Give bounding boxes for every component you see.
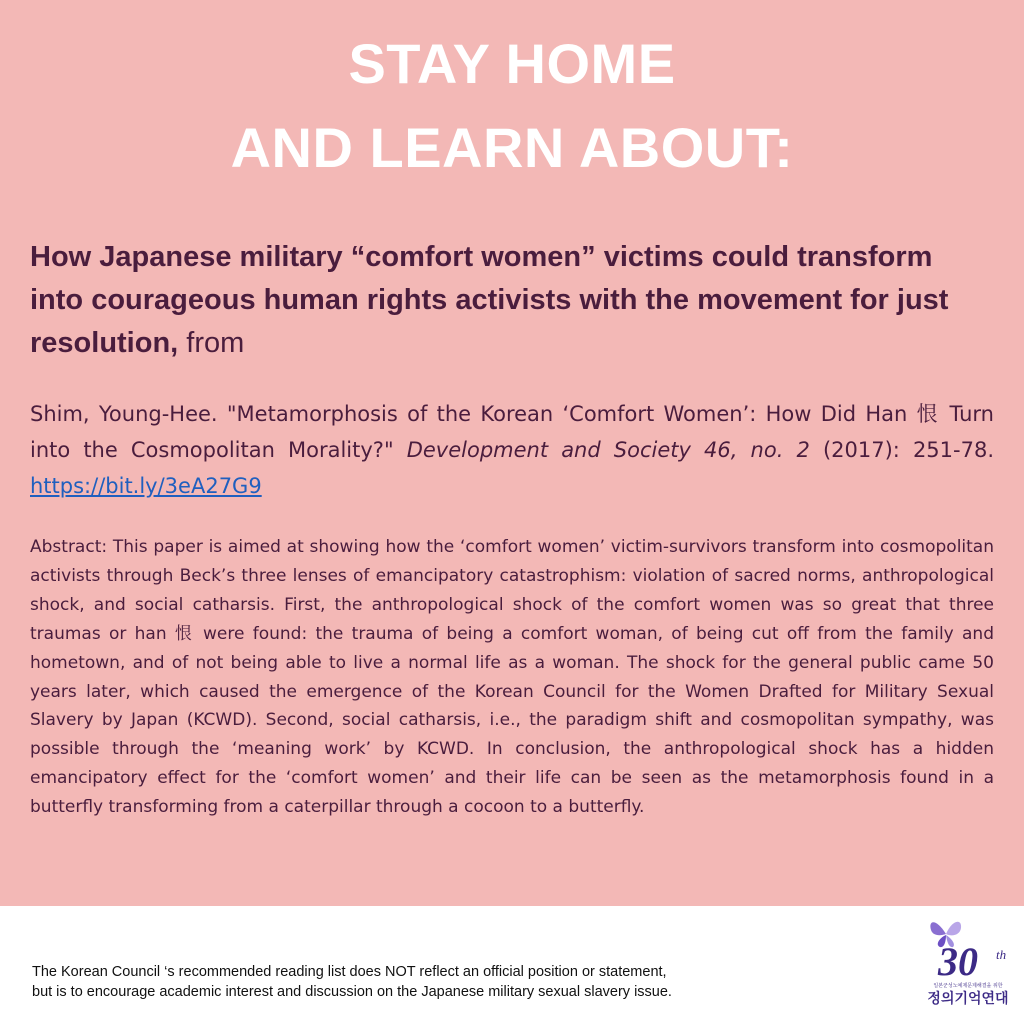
logo-number-suffix: th [996, 947, 1007, 962]
headline-line-2: AND LEARN ABOUT: [230, 116, 794, 179]
citation-authors-title: Shim, Young-Hee. "Metamorphosis of the Korean ‘Comfort Women’: How Did Han 恨 Turn into the Cosmopolitan Morality?" [30, 402, 994, 462]
topic-title [30, 236, 990, 365]
topic-title-suffix: from [178, 327, 245, 359]
logo-org-name: 정의기억연대 [927, 991, 1009, 1007]
anniversary-logo [918, 912, 1018, 1018]
citation-year-pages: (2017): 251-78. [809, 438, 995, 462]
logo-number: 30 [938, 939, 978, 984]
citation [30, 396, 994, 504]
headline-line-1: STAY HOME [348, 32, 676, 95]
disclaimer-line-2: but is to encourage academic interest and discussion on the Japanese military sexual slavery issue. [32, 984, 672, 1000]
citation-link[interactable]: https://bit.ly/3eA27G9 [30, 474, 262, 498]
disclaimer-line-1: The Korean Council ‘s recommended reading list does NOT reflect an official position or statement, [32, 964, 667, 980]
citation-journal: Development and Society 46, no. 2 [406, 438, 810, 462]
abstract-text: Abstract: This paper is aimed at showing how the ‘comfort women’ victim-survivors transform into cosmopolitan activists through Beck’s three lenses of emancipatory catastrophism: violation of sacred norms, anthropological shock, and social catharsis. First, the anthropological shock of the comfort women was so great that three traumas or han 恨 were found: the trauma of being a comfort woman, of being cut off from the family and hometown, and of not being able to live a normal life as a woman. The shock for the general public came 50 years later, which caused the emergence of the Korean Council for the Women Drafted for Military Sexual Slavery by Japan (KCWD). Second, social catharsis, i.e., the paradigm shift and cosmopolitan sympathy, was possible through the ‘meaning work’ by KCWD. In conclusion, the anthropological shock has a hidden emancipatory effect for the ‘comfort women’ and their life can be seen as the metamorphosis found in a butterfly transforming from a caterpillar through a cocoon to a butterfly. [30, 537, 994, 818]
topic-title-bold: How Japanese military “comfort women” victims could transform into courageous human rights activists with the movement for just resolution, [30, 241, 949, 359]
logo-tagline: 일본군성노예제문제해결을 위한 [933, 983, 1003, 989]
disclaimer [32, 962, 892, 1002]
